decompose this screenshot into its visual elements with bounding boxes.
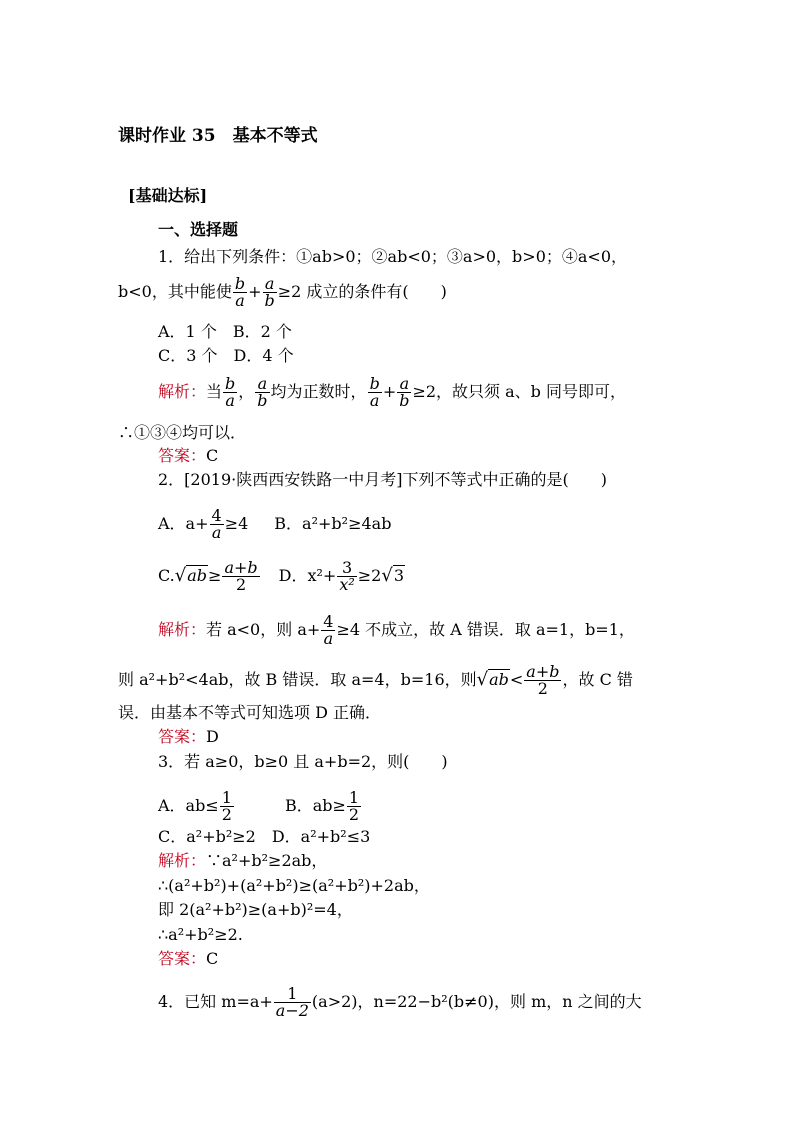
fraction: $\frac{4}{a}$ bbox=[211, 506, 222, 542]
q3-solution-line1: 解析：∵a²+b²≥2ab， bbox=[158, 851, 328, 870]
q3-solution-line3: 即 2(a²+b²)≥(a+b)²=4， bbox=[158, 900, 353, 919]
q2-options-cd: C.√ab≥ $\frac{a+b}{2}$ D．x²+ $\frac{3}{\text{x²}}$ ≥2√3 bbox=[158, 558, 405, 594]
fraction: $\frac{a}{b}$ bbox=[264, 274, 275, 310]
q2-options-ab: A．a+ $\frac{4}{a}$ ≥4 B．a²+b²≥4ab bbox=[158, 506, 392, 542]
q1-line2: b<0，其中能使 $\frac{b}{a}$ + $\frac{a}{b}$ ≥2 成立的条件有( ) bbox=[118, 274, 447, 310]
q2-solution-line1: 解析：若 a<0，则 a+ $\frac{4}{a}$ ≥4 不成立，故 A 错误．取 a=1，b=1， bbox=[158, 612, 635, 648]
page-title: 课时作业 35 基本不等式 bbox=[118, 126, 318, 146]
q3-line1: 3．若 a≥0，b≥0 且 a+b=2，则( ) bbox=[158, 752, 448, 771]
q3-options-cd: C．a²+b²≥2 D．a²+b²≤3 bbox=[158, 827, 371, 846]
q3-answer: 答案：C bbox=[158, 949, 219, 968]
q1-line1: 1．给出下列条件：①ab>0；②ab<0；③a>0，b>0；④a<0， bbox=[158, 247, 627, 266]
q2-line1: 2．[2019·陕西西安铁路一中月考]下列不等式中正确的是( ) bbox=[158, 470, 607, 489]
q1-solution-line1: 解析：当 $\frac{b}{a}$ ， $\frac{a}{b}$ 均为正数时， $\frac{b}{a}$ + $\frac{a}{b}$ ≥2，故只须 a、b 同号即可， bbox=[158, 374, 627, 410]
q1-options-ab: A．1 个 B．2 个 bbox=[158, 322, 292, 341]
fraction: $\frac{1}{2}$ bbox=[348, 788, 360, 824]
fraction: $\frac{4}{a}$ bbox=[323, 612, 334, 648]
fraction: $\frac{1}{a-2}$ bbox=[275, 984, 309, 1020]
solution-label: 解析： bbox=[158, 851, 207, 870]
answer-label: 答案： bbox=[158, 446, 207, 465]
q1-solution-line2: ∴①③④均可以． bbox=[118, 423, 247, 442]
solution-label: 解析： bbox=[158, 382, 207, 401]
part-heading: 一、选择题 bbox=[158, 220, 239, 239]
q4-line1: 4．已知 m=a+ $\frac{1}{a-2}$ (a>2)，n=22−b²(b≠0)，则 m，n 之间的大 bbox=[158, 984, 642, 1020]
q3-solution-line2: ∴(a²+b²)+(a²+b²)≥(a²+b²)+2ab， bbox=[158, 876, 430, 895]
q3-solution-line4: ∴a²+b²≥2. bbox=[158, 925, 243, 944]
fraction: $\frac{3}{\text{x²}}$ bbox=[339, 558, 355, 594]
q1-answer: 答案：C bbox=[158, 446, 219, 465]
fraction: $\frac{b}{a}$ bbox=[234, 274, 246, 310]
answer-label: 答案： bbox=[158, 727, 207, 746]
solution-label: 解析： bbox=[158, 620, 207, 639]
q2-answer: 答案：D bbox=[158, 727, 219, 746]
fraction: $\frac{a+b}{2}$ bbox=[224, 558, 258, 594]
fraction: $\frac{a}{b}$ bbox=[257, 374, 268, 410]
sqrt: √3 bbox=[381, 565, 405, 586]
q3-options-ab: A．ab≤ $\frac{1}{2}$ B．ab≥ $\frac{1}{2}$ bbox=[158, 788, 360, 824]
sqrt: √ab bbox=[476, 669, 509, 690]
fraction: $\frac{b}{a}$ bbox=[369, 374, 380, 410]
answer-label: 答案： bbox=[158, 949, 207, 968]
q2-solution-line2: 则 a²+b²<4ab，故 B 错误．取 a=4，b=16，则√ab< $\frac{a+b}{2}$ ，故 C 错 bbox=[118, 662, 633, 698]
fraction: $\frac{a+b}{2}$ bbox=[526, 662, 560, 698]
q2-solution-line3: 误．由基本不等式可知选项 D 正确． bbox=[118, 703, 382, 722]
section-heading: [基础达标] bbox=[128, 186, 208, 205]
fraction: $\frac{a}{b}$ bbox=[399, 374, 410, 410]
sqrt: √ab bbox=[174, 565, 208, 586]
fraction: $\frac{1}{2}$ bbox=[221, 788, 232, 824]
fraction: $\frac{b}{a}$ bbox=[225, 374, 236, 410]
q1-options-cd: C．3 个 D．4 个 bbox=[158, 346, 294, 365]
